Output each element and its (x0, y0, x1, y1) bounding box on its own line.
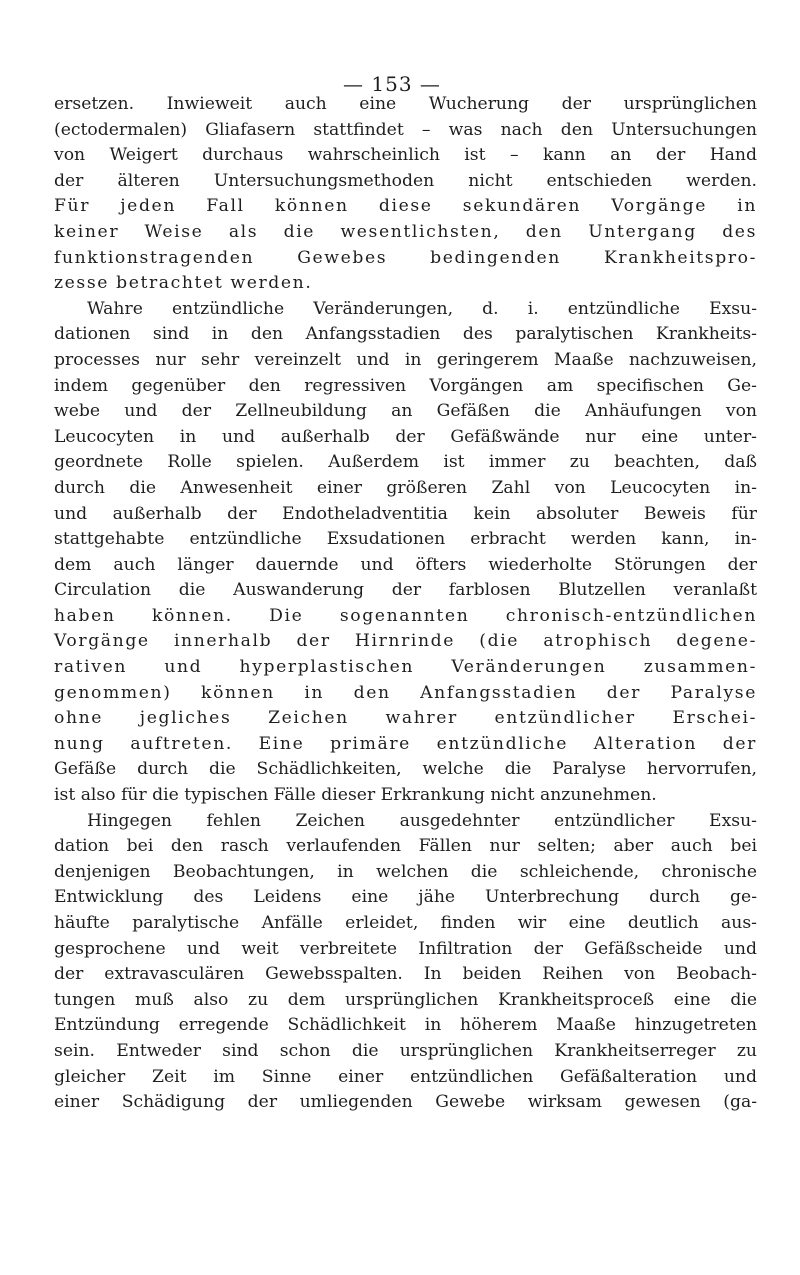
text-line: dationen sind in den Anfangsstadien des paralytischen Krankheits- (54, 324, 757, 345)
text-line: haben können. Die sogenannten chronisch-entzündlichen (54, 605, 757, 626)
text-line: Circulation die Auswanderung der farblosen Blutzellen veranlaßt (54, 580, 757, 601)
text-line: (ectodermalen) Gliafasern stattfindet – was nach den Untersuchungen (54, 119, 757, 140)
text-line: rativen und hyperplastischen Veränderungen zusammen- (54, 657, 757, 678)
text-line: und außerhalb der Endotheladventitia kein absoluter Beweis für (54, 503, 757, 524)
text-line: der extravasculären Gewebsspalten. In beiden Reihen von Beobach- (54, 964, 757, 985)
text-line: von Weigert durchaus wahrscheinlich ist – kann an der Hand (54, 145, 757, 166)
text-line: genommen) können in den Anfangsstadien der Paralyse (54, 682, 757, 703)
text-line: Wahre entzündliche Veränderungen, d. i. entzündliche Exsu- (87, 298, 757, 319)
text-line: ersetzen. Inwieweit auch eine Wucherung der ursprünglichen (54, 94, 757, 114)
text-line: tungen muß also zu dem ursprünglichen Krankheitsproceß eine die (54, 989, 757, 1010)
text-line: gleicher Zeit im Sinne einer entzündlichen Gefäßalteration und (54, 1066, 757, 1087)
text-line: processes nur sehr vereinzelt und in geringerem Maaße nachzuweisen, (54, 349, 757, 370)
text-line: der älteren Untersuchungsmethoden nicht entschieden werden. (54, 170, 757, 191)
text-line: keiner Weise als die wesentlichsten, den Untergang des (54, 221, 757, 242)
text-line: Für jeden Fall können diese sekundären Vorgänge in (54, 196, 757, 217)
body-text (54, 92, 757, 1116)
text-line: Gefäße durch die Schädlichkeiten, welche die Paralyse hervorrufen, (54, 759, 757, 780)
text-line: dem auch länger dauernde und öfters wiederholte Störungen der (54, 554, 757, 575)
text-line: durch die Anwesenheit einer größeren Zahl von Leucocyten in- (54, 477, 757, 498)
text-line: sein. Entweder sind schon die ursprünglichen Krankheitserreger zu (54, 1040, 757, 1061)
text-line: denjenigen Beobachtungen, in welchen die schleichende, chronische (54, 861, 757, 882)
text-line: geordnete Rolle spielen. Außerdem ist immer zu beachten, daß (54, 452, 757, 473)
text-line: nung auftreten. Eine primäre entzündliche Alteration der (54, 733, 757, 754)
text-line: Hingegen fehlen Zeichen ausgedehnter entzündlicher Exsu- (87, 810, 757, 831)
text-line: Entwicklung des Leidens eine jähe Unterbrechung durch ge- (54, 887, 757, 908)
text-line: einer Schädigung der umliegenden Gewebe wirksam gewesen (ga- (54, 1092, 757, 1113)
text-line: webe und der Zellneubildung an Gefäßen die Anhäufungen von (54, 401, 757, 422)
text-line: dation bei den rasch verlaufenden Fällen nur selten; aber auch bei (54, 836, 757, 857)
text-line: Leucocyten in und außerhalb der Gefäßwände nur eine unter- (54, 426, 757, 447)
text-line: Vorgänge innerhalb der Hirnrinde (die atrophisch degene- (54, 631, 757, 652)
text-line: ist also für die typischen Fälle dieser Erkrankung nicht anzunehmen. (54, 785, 657, 806)
text-line: ohne jegliches Zeichen wahrer entzündlicher Erschei- (54, 708, 757, 729)
text-line: indem gegenüber den regressiven Vorgängen am specifischen Ge- (54, 375, 757, 396)
text-line: häufte paralytische Anfälle erleidet, finden wir eine deutlich aus- (54, 913, 757, 933)
text-line: gesprochene und weit verbreitete Infiltration der Gefäßscheide und (54, 938, 757, 959)
text-line: funktionstragenden Gewebes bedingenden Krankheitspro- (54, 247, 757, 268)
text-line: Entzündung erregende Schädlichkeit in höherem Maaße hinzugetreten (54, 1015, 757, 1036)
page-number: — 153 — (343, 72, 441, 96)
text-line: stattgehabte entzündliche Exsudationen erbracht werden kann, in- (54, 529, 757, 550)
text-line: zesse betrachtet werden. (54, 273, 313, 294)
